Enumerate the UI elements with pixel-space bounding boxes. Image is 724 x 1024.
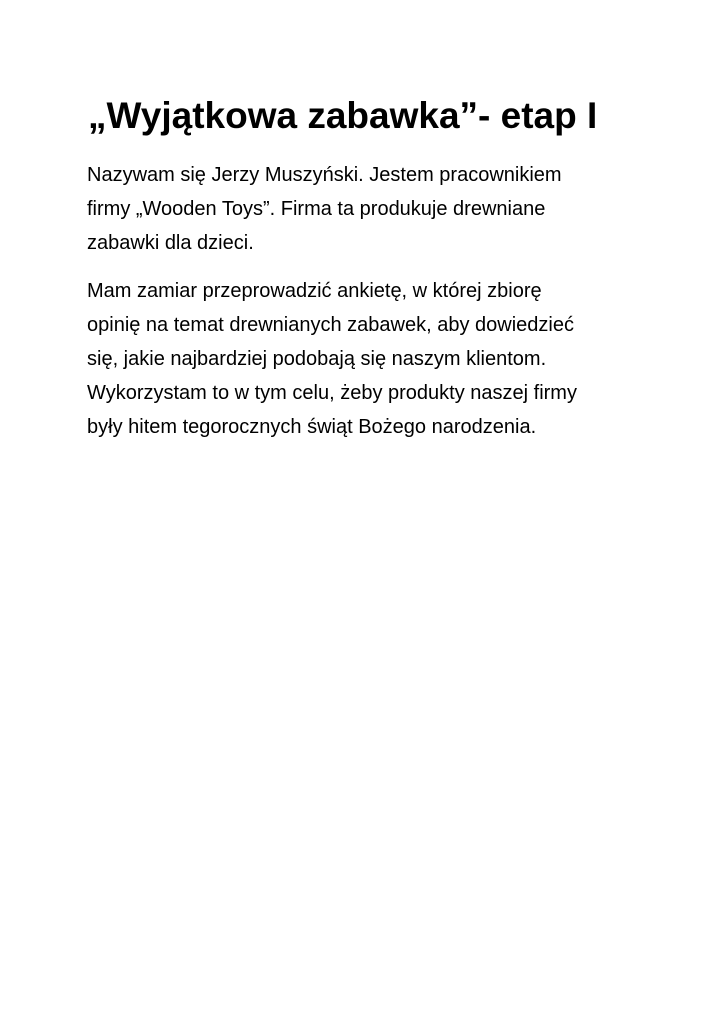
paragraph-line: się, jakie najbardziej podobają się naszym klientom. bbox=[87, 348, 547, 370]
paragraph-line: Nazywam się Jerzy Muszyński. Jestem pracownikiem bbox=[87, 164, 562, 186]
paragraph-line: zabawki dla dzieci. bbox=[87, 232, 254, 254]
intro-paragraph bbox=[87, 158, 647, 260]
paragraph-line: Mam zamiar przeprowadzić ankietę, w której zbiorę bbox=[87, 280, 542, 302]
paragraph-line: opinię na temat drewnianych zabawek, aby dowiedzieć bbox=[87, 314, 574, 336]
purpose-paragraph bbox=[87, 274, 647, 444]
paragraph-line: były hitem tegorocznych świąt Bożego narodzenia. bbox=[87, 416, 537, 438]
paragraph-line: Wykorzystam to w tym celu, żeby produkty naszej firmy bbox=[87, 382, 577, 404]
paragraph-line: firmy „Wooden Toys”. Firma ta produkuje drewniane bbox=[87, 198, 546, 220]
document-title: „Wyjątkowa zabawka”- etap I bbox=[88, 95, 598, 136]
